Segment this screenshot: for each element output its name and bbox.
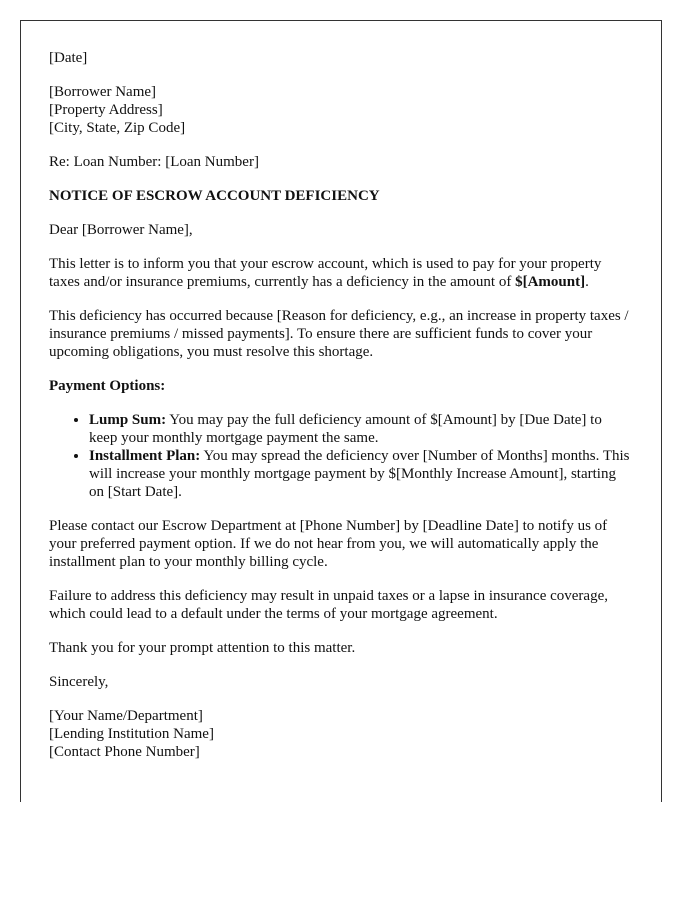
deficiency-amount: $[Amount]: [515, 274, 586, 290]
signer-name: [Your Name/Department]: [49, 708, 203, 724]
recipient-address: [49, 83, 633, 137]
payment-options-heading: [49, 377, 633, 395]
payment-options-heading-text: Payment Options:: [49, 378, 166, 394]
paragraph-reason: This deficiency has occurred because [Reason for deficiency, e.g., an increase in property taxes / insurance premiums / missed payments]. To ensure there are sufficient funds to cover your upcoming obligations, you must resolve this shortage.: [49, 308, 629, 360]
date: [Date]: [49, 50, 88, 66]
option-label: Lump Sum:: [89, 412, 167, 428]
property-address: [Property Address]: [49, 102, 163, 118]
payment-options-list: [49, 411, 633, 501]
option-label: Installment Plan:: [89, 448, 201, 464]
closing: Sincerely,: [49, 674, 109, 690]
option-installment-plan: [89, 447, 633, 501]
paragraph-thanks: Thank you for your prompt attention to this matter.: [49, 640, 356, 656]
option-text: You may pay the full deficiency amount of $[Amount] by [Due Date] to keep your monthly mortgage payment the same.: [89, 412, 602, 446]
city-state-zip: [City, State, Zip Code]: [49, 120, 186, 136]
paragraph-end: .: [585, 274, 589, 290]
institution-name: [Lending Institution Name]: [49, 726, 214, 742]
paragraph-consequences: Failure to address this deficiency may result in unpaid taxes or a lapse in insurance coverage, which could lead to a default under the terms of your mortgage agreement.: [49, 588, 608, 622]
option-text: You may spread the deficiency over [Number of Months] months. This will increase your monthly mortgage payment by $[Monthly Increase Amount], starting on [Start Date].: [89, 448, 630, 500]
signature-block: [49, 707, 633, 761]
paragraph-deficiency-amount: [49, 255, 633, 291]
paragraph-text: This letter is to inform you that your escrow account, which is used to pay for your property taxes and/or insurance premiums, currently has a deficiency in the amount of: [49, 256, 602, 290]
borrower-name: [Borrower Name]: [49, 84, 157, 100]
salutation: Dear [Borrower Name],: [49, 222, 193, 238]
contact-phone: [Contact Phone Number]: [49, 744, 200, 760]
paragraph-contact: Please contact our Escrow Department at [Phone Number] by [Deadline Date] to notify us of your preferred payment option. If we do not hear from you, we will automatically apply the installment plan to your monthly billing cycle.: [49, 518, 608, 570]
option-lump-sum: [89, 411, 633, 447]
re-line: Re: Loan Number: [Loan Number]: [49, 154, 259, 170]
notice-title: [49, 187, 633, 205]
notice-title-text: NOTICE OF ESCROW ACCOUNT DEFICIENCY: [49, 188, 380, 204]
letter-page: [20, 20, 662, 802]
